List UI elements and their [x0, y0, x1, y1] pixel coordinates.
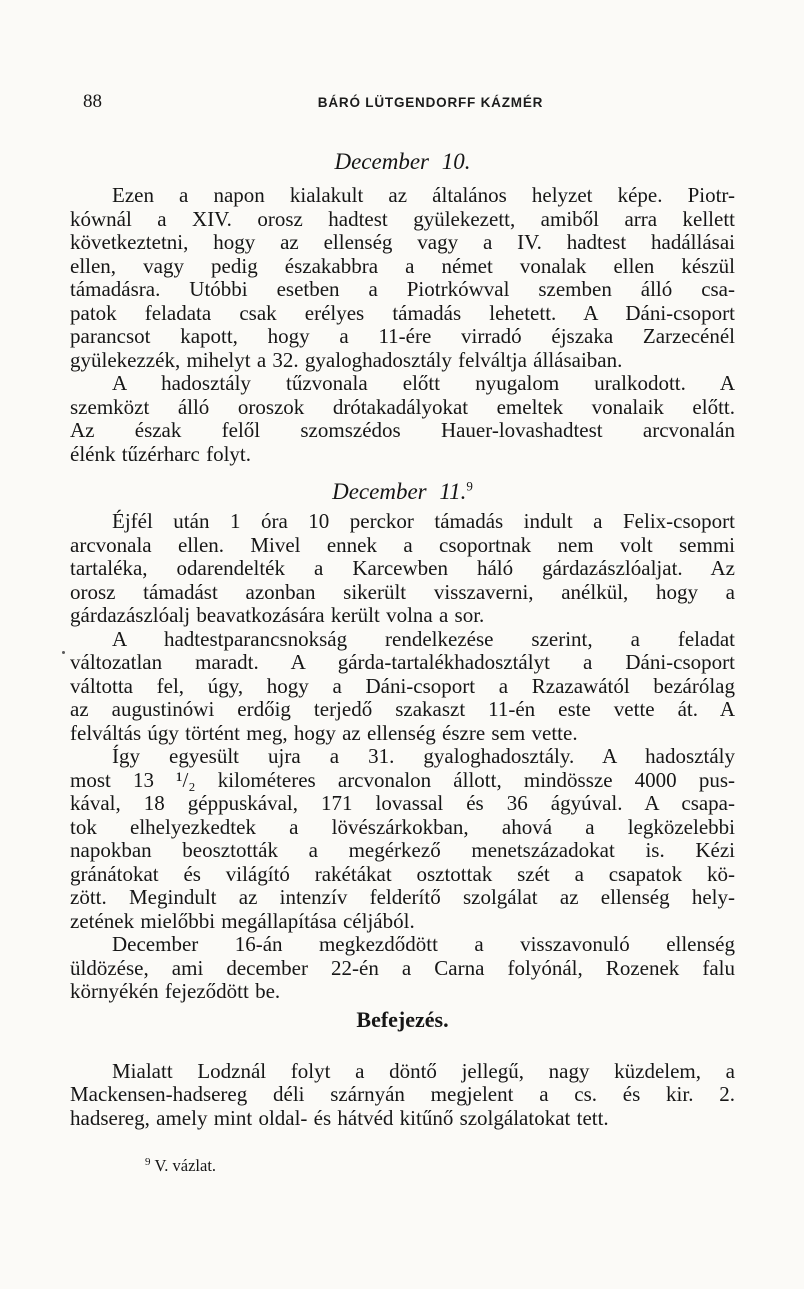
- paragraph-2: [70, 372, 735, 466]
- text-line: Mackensen-hadsereg déli szárnyán megjelent a cs. és kir. 2.: [70, 1082, 735, 1106]
- text-line: A hadtestparancsnokság rendelkezése szerint, a feladat: [112, 626, 735, 651]
- text-line: Éjfél után 1 óra 10 perckor támadás indult a Felix-csoport: [112, 509, 735, 533]
- paragraph-7: [70, 1060, 735, 1131]
- text-line: üldözése, ami december 22-én a Carna folyónál, Rozenek falu: [70, 955, 735, 980]
- text-line: arcvonala ellen. Mivel ennek a csoportnak nem volt semmi: [70, 532, 735, 557]
- text-line: támadásra. Utóbbi esetben a Piotrkówval szemben álló csa-: [70, 277, 735, 301]
- text-line: változatlan maradt. A gárda-tartalékhadosztályt a Dáni-csoport: [70, 650, 735, 674]
- page-body: [70, 148, 735, 1130]
- text-line: szemközt álló oroszok drótakadályokat emeltek vonalaik előtt.: [70, 394, 735, 419]
- text-line: napokban beosztották a megérkező menetszázadokat is. Kézi: [70, 838, 735, 862]
- heading-text: December 11.: [332, 479, 467, 504]
- text-line: December 16-án megkezdődött a visszavonuló ellenség: [112, 932, 735, 956]
- text-line: környékén fejeződött be.: [70, 979, 281, 1003]
- text-line: Az észak felől szomszédos Hauer-lovashadtest arcvonalán: [70, 418, 735, 442]
- footnote-text: V. vázlat.: [154, 1156, 217, 1175]
- heading-text: December 10.: [334, 149, 471, 174]
- text-line: kával, 18 géppuskával, 171 lovassal és 36 ágyúval. A csapa-: [70, 791, 735, 815]
- text-line: hadsereg, amely mint oldal- és hátvéd kitűnő szolgálatokat tett.: [70, 1105, 609, 1130]
- footnote: [70, 1156, 735, 1176]
- running-header: BÁRÓ LÜTGENDORFF KÁZMÉR: [317, 95, 544, 110]
- footnote-reference: 9: [466, 478, 473, 494]
- paragraph-5: [70, 745, 735, 933]
- text-line: tok elhelyezkedtek a lövészárkokban, ahová a legközelebbi: [70, 814, 735, 839]
- text-line: váltotta fel, úgy, hogy a Dáni-csoport a Rzazawától bezárólag: [70, 673, 735, 698]
- text-line: az augustinówi erdőig terjedő szakaszt 11-én este vette át. A: [70, 697, 735, 721]
- text-line: Ezen a napon kialakult az általános helyzet képe. Piotr-: [112, 183, 735, 207]
- heading-befejezes: [70, 1006, 735, 1034]
- text-line: ellen, vagy pedig északabbra a német vonalak ellen készül: [70, 253, 735, 278]
- footnote-marker: 9: [145, 1155, 151, 1168]
- paragraph-3: [70, 510, 735, 628]
- text-line: kównál a XIV. orosz hadtest gyülekezett, amiből arra kellett: [70, 206, 735, 231]
- text-line: tartaléka, odarendelték a Karcewben háló gárdazászlóaljat. Az: [70, 556, 735, 580]
- text-line: orosz támadást azonban sikerült visszaverni, anélkül, hogy a: [70, 579, 735, 604]
- text-line: élénk tűzérharc folyt.: [70, 441, 251, 466]
- paragraph-4: [70, 628, 735, 746]
- heading-december-11: [70, 478, 735, 506]
- text-line: A hadosztály tűzvonala előtt nyugalom uralkodott. A: [112, 371, 735, 395]
- page-number: 88: [83, 91, 102, 112]
- text-line: patok feladata csak erélyes támadás lehetett. A Dáni-csoport: [70, 300, 735, 325]
- heading-text: Befejezés.: [356, 1006, 449, 1032]
- heading-december-10: [70, 148, 735, 176]
- paragraph-1: [70, 184, 735, 372]
- text-line: most 13 ¹/₂ kilométeres arcvonalon állott, mindössze 4000 pus-: [70, 767, 735, 792]
- text-line: parancsot kapott, hogy a 11-ére virradó éjszaka Zarzecénél: [70, 324, 735, 348]
- text-line: gránátokat és világító rakétákat osztottak szét a csapatok kö-: [70, 861, 735, 886]
- text-line: zött. Megindult az intenzív felderítő szolgálat az ellenség hely-: [70, 885, 735, 909]
- text-line: Mialatt Lodznál folyt a döntő jellegű, nagy küzdelem, a: [112, 1058, 735, 1083]
- text-line: zetének mielőbbi megállapítása céljából.: [70, 908, 415, 933]
- stray-ink-dot: [62, 651, 65, 654]
- running-head: [70, 91, 735, 112]
- text-line: felváltás úgy történt meg, hogy az ellenség észre sem vette.: [70, 720, 578, 745]
- paragraph-6: [70, 933, 735, 1004]
- text-line: gyülekezzék, mihelyt a 32. gyaloghadosztály felváltja állásaiban.: [70, 347, 623, 372]
- text-line: következtetni, hogy az ellenség vagy a IV. hadtest hadállásai: [70, 230, 735, 254]
- text-line: Így egyesült ujra a 31. gyaloghadosztály. A hadosztály: [112, 744, 735, 768]
- text-line: gárdazászlóalj beavatkozására került volna a sor.: [70, 603, 485, 627]
